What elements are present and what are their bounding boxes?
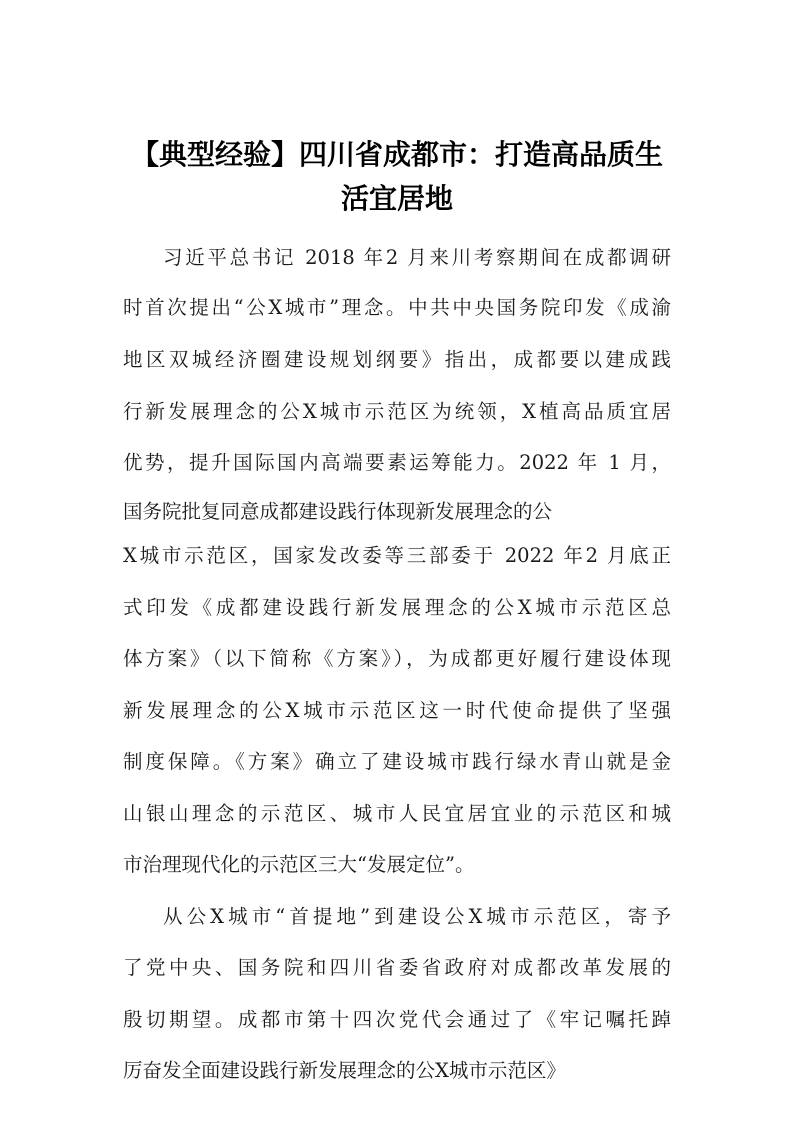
title-line-1: 【典型经验】四川省成都市：打造高品质生 — [130, 138, 663, 171]
text-line-14: 从公X城市“首提地”到建设公X城市示范区，寄予 — [163, 905, 671, 928]
text-line-3: 地区双城经济圈建设规划纲要》指出，成都要以建成践 — [123, 348, 671, 371]
title-line-2: 活宜居地 — [340, 182, 453, 215]
text-line-9: 体方案》（以下简称《方案》），为成都更好履行建设体现 — [123, 647, 671, 670]
text-line-12: 山银山理念的示范区、城市人民宜居宜业的示范区和城 — [123, 802, 671, 825]
text-line-6: 国务院批复同意成都建设践行体现新发展理念的公 — [123, 500, 553, 523]
text-line-5: 优势，提升国际国内高端要素运筹能力。2022 年 1 月， — [123, 451, 671, 474]
text-line-4: 行新发展理念的公X城市示范区为统领，X植高品质宜居 — [123, 400, 671, 423]
text-line-7: X城市示范区，国家发改委等三部委于 2022 年2 月底正 — [123, 544, 671, 567]
text-line-16: 殷切期望。成都市第十四次党代会通过了《牢记嘱托踔 — [123, 1008, 671, 1031]
text-line-15: 了党中央、国务院和四川省委省政府对成都改革发展的 — [123, 956, 671, 979]
text-line-11: 制度保障。《方案》确立了建设城市践行绿水青山就是金 — [123, 750, 671, 773]
text-line-1: 习近平总书记 2018 年2 月来川考察期间在成都调研 — [163, 246, 671, 269]
text-line-2: 时首次提出“公X城市”理念。中共中央国务院印发《成渝 — [123, 296, 671, 319]
text-line-13: 市治理现代化的示范区三大“发展定位”。 — [123, 853, 475, 876]
text-line-10: 新发展理念的公X城市示范区这一时代使命提供了坚强 — [123, 699, 671, 722]
document-title — [110, 133, 684, 221]
text-line-8: 式印发《成都建设践行新发展理念的公X城市示范区总 — [123, 596, 671, 619]
text-line-17: 厉奋发全面建设践行新发展理念的公X城市示范区》 — [123, 1059, 566, 1082]
